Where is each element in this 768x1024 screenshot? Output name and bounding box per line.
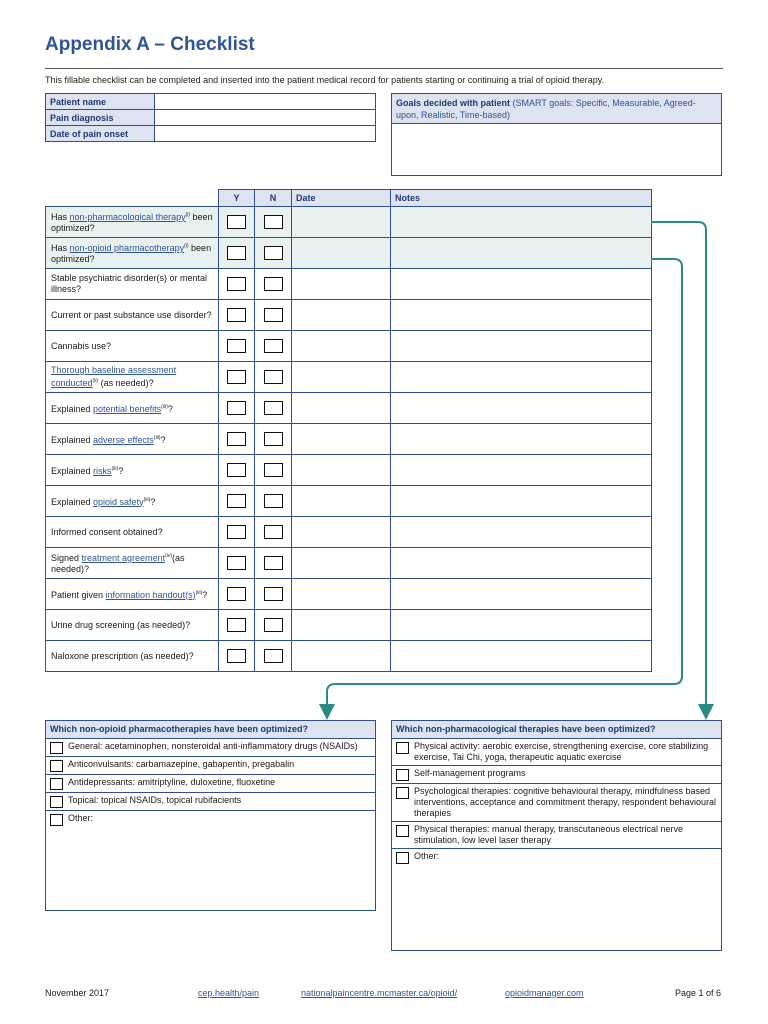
question-ref: (iii) xyxy=(195,589,203,596)
nonpharm-box xyxy=(391,720,722,951)
therapy-item xyxy=(46,793,375,811)
footer-link-opioidmanager[interactable]: opioidmanager.com xyxy=(505,988,584,998)
question-link[interactable]: treatment agreement xyxy=(81,553,166,563)
col-date-header: Date xyxy=(292,190,391,207)
therapy-checkbox[interactable] xyxy=(50,814,63,826)
question-link[interactable]: Thorough baseline assessment conducted xyxy=(51,365,177,388)
intro-text: This fillable checklist can be completed and inserted into the patient medical record for patients starting or continuing a trial of opioid therapy. xyxy=(45,75,605,85)
question-text: Current or past substance use disorder? xyxy=(51,309,212,320)
therapy-checkbox[interactable] xyxy=(396,852,409,864)
pharmaco-box xyxy=(45,720,376,911)
pain-onset-label: Date of pain onset xyxy=(46,126,155,142)
pharmaco-box-title: Which non-opioid pharmacotherapies have been optimized? xyxy=(46,721,375,739)
therapy-item xyxy=(46,757,375,775)
therapy-label: General: acetaminophen, nonsteroidal anti-inflammatory drugs (NSAIDs) xyxy=(68,741,358,751)
question-suffix: (as needed)? xyxy=(98,378,154,388)
therapy-checkbox[interactable] xyxy=(396,825,409,837)
therapy-checkbox[interactable] xyxy=(50,742,63,754)
footer-link-npc[interactable]: nationalpaincentre.mcmaster.ca/opioid/ xyxy=(301,988,458,998)
therapy-checkbox[interactable] xyxy=(50,778,63,790)
nonpharm-box-title: Which non-pharmacological therapies have been optimized? xyxy=(392,721,721,739)
footer-date: November 2017 xyxy=(45,988,110,998)
question-suffix: ? xyxy=(118,465,124,476)
goals-hint: (SMART goals: Specific, Measurable, Agreed-upon, Realistic, Time-based) xyxy=(396,98,696,120)
question-text: Explained xyxy=(51,496,94,507)
question-ref: (i) xyxy=(185,212,191,218)
footer-page: Page 1 of 6 xyxy=(675,988,722,998)
col-no-header: N xyxy=(255,190,292,207)
question-suffix: ? xyxy=(202,589,208,600)
therapy-item xyxy=(46,811,375,828)
question-text: Urine drug screening (as needed)? xyxy=(51,619,191,630)
therapy-item xyxy=(392,784,721,822)
question-suffix: ? xyxy=(150,496,156,507)
therapy-checkbox[interactable] xyxy=(50,796,63,808)
therapy-item xyxy=(392,822,721,849)
question-ref: (iii) xyxy=(143,496,151,503)
question-text: Patient given xyxy=(51,589,106,600)
question-text: Signed xyxy=(51,553,82,563)
question-link[interactable]: opioid safety xyxy=(93,496,144,507)
pain-diagnosis-label: Pain diagnosis xyxy=(46,110,155,126)
question-text: Has xyxy=(51,212,70,222)
footer-link-cep[interactable]: cep.health/pain xyxy=(198,988,260,998)
therapy-label: Physical activity: aerobic exercise, strengthening exercise, core stabilizing exercise, Tai Chi, yoga, therapeutic aquatic exercise xyxy=(414,741,709,762)
therapy-checkbox[interactable] xyxy=(396,769,409,781)
therapy-item xyxy=(392,739,721,766)
question-suffix: been optimized? xyxy=(51,212,213,233)
therapy-label: Self-management programs xyxy=(414,768,526,778)
question-link[interactable]: risks xyxy=(93,465,112,476)
question-suffix: ? xyxy=(167,403,173,414)
therapy-item xyxy=(46,775,375,793)
col-notes-header: Notes xyxy=(391,190,652,207)
therapy-label: Topical: topical NSAIDs, topical rubifacients xyxy=(68,795,242,805)
question-ref: (iv) xyxy=(165,553,173,559)
question-suffix: been optimized? xyxy=(51,243,212,264)
question-ref: (iii) xyxy=(111,465,119,472)
therapy-label: Antidepressants: amitriptyline, duloxetine, fluoxetine xyxy=(68,777,276,787)
arrow-pharmaco xyxy=(327,259,682,712)
therapy-item xyxy=(392,849,721,866)
therapy-label: Physical therapies: manual therapy, transcutaneous electrical nerve stimulation, low level laser therapy xyxy=(414,824,683,845)
question-text: Informed consent obtained? xyxy=(51,526,163,537)
question-text: Naloxone prescription (as needed)? xyxy=(51,650,194,661)
question-link[interactable]: non-pharmacological therapy xyxy=(69,212,186,222)
question-suffix: (as needed)? xyxy=(51,553,185,574)
question-link[interactable]: adverse effects xyxy=(93,434,154,445)
question-text: Explained xyxy=(51,465,94,476)
patient-name-label: Patient name xyxy=(46,94,155,110)
question-text: Stable psychiatric disorder(s) or mental illness? xyxy=(51,273,208,294)
question-text: Explained xyxy=(51,403,94,414)
question-text: Has xyxy=(51,243,70,253)
therapy-checkbox[interactable] xyxy=(396,787,409,799)
question-ref: (ii) xyxy=(92,378,99,384)
arrow-nonpharm xyxy=(651,222,706,712)
question-ref: (iii) xyxy=(161,403,168,410)
therapy-label: Psychological therapies: cognitive behavioural therapy, mindfulness based interventions, acceptance and commitment therapy, respondent behavioural therapies xyxy=(414,786,717,818)
therapy-item xyxy=(46,739,375,757)
question-link[interactable]: non-opioid pharmacotherapy xyxy=(69,243,185,253)
therapy-checkbox[interactable] xyxy=(396,742,409,754)
question-link[interactable]: potential benefits xyxy=(93,403,162,414)
question-text: Explained xyxy=(51,434,94,445)
page-title: Appendix A – Checklist xyxy=(45,34,255,55)
col-yes-header: Y xyxy=(219,190,255,207)
question-ref: (iii) xyxy=(153,434,161,441)
question-ref: (i) xyxy=(184,243,189,249)
goals-label: Goals decided with patient xyxy=(396,98,511,108)
therapy-label: Anticonvulsants: carbamazepine, gabapentin, pregabalin xyxy=(68,759,295,769)
therapy-item xyxy=(392,766,721,784)
therapy-label: Other: xyxy=(414,851,440,861)
question-text: Cannabis use? xyxy=(51,340,112,351)
question-link[interactable]: information handout(s) xyxy=(105,589,196,600)
question-suffix: ? xyxy=(160,434,166,445)
therapy-label: Other: xyxy=(68,813,94,823)
therapy-checkbox[interactable] xyxy=(50,760,63,772)
